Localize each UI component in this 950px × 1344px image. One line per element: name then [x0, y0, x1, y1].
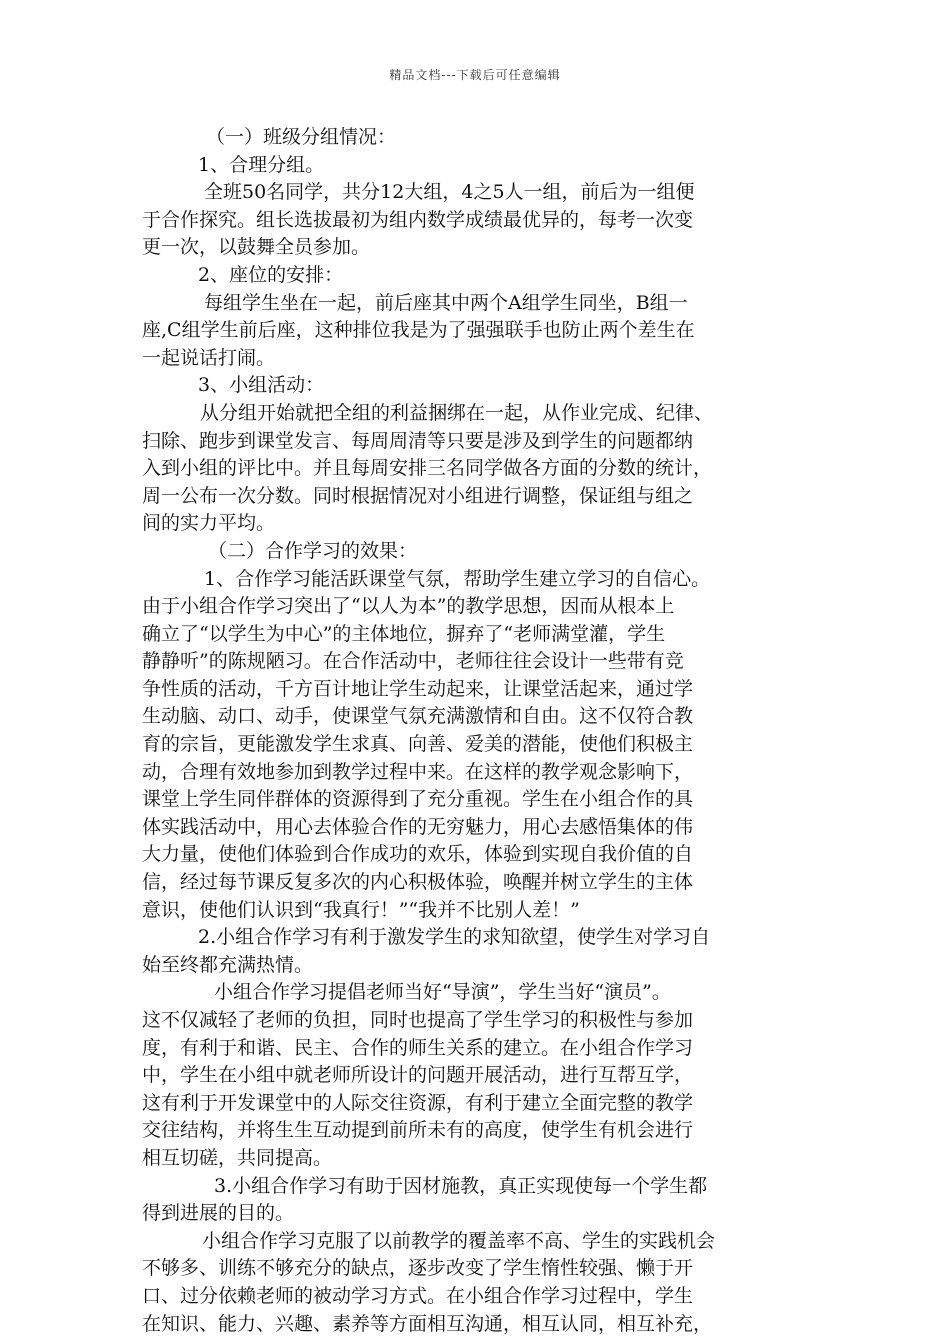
text-line: 小组合作学习克服了以前教学的覆盖率不高、学生的实践机会	[202, 1229, 716, 1252]
text-line: 周一公布一次分数。同时根据情况对小组进行调整，保证组与组之	[142, 484, 694, 507]
text-line: 静静听”的陈规陋习。在合作活动中，老师往往会设计一些带有竞	[142, 650, 684, 673]
text-line: 3.小组合作学习有助于因材施教，真正实现使每一个学生都	[214, 1174, 708, 1197]
text-line: 扫除、跑步到课堂发言、每周周清等只要是涉及到学生的问题都纳	[142, 429, 694, 452]
text-line: 2.小组合作学习有利于激发学生的求知欲望，使学生对学习自	[198, 926, 711, 949]
text-line: （一）班级分组情况：	[206, 126, 397, 148]
text-line: 一起说话打闹。	[142, 346, 276, 369]
text-line: 大力量，使他们体验到合作成功的欢乐，体验到实现自我价值的自	[142, 843, 694, 866]
text-line: 全班50名同学，共分12大组，4之5人一组，前后为一组便	[204, 181, 695, 204]
text-line: 得到进展的目的。	[142, 1202, 295, 1225]
text-line: 每组学生坐在一起，前后座其中两个A组学生同坐，B组一	[204, 291, 688, 314]
text-line: 相互切磋，共同提高。	[142, 1146, 333, 1169]
text-line: 课堂上学生同伴群体的资源得到了充分重视。学生在小组合作的具	[142, 788, 694, 811]
text-line: 中，学生在小组中就老师所设计的问题开展活动，进行互帮互学，	[142, 1064, 694, 1087]
text-line: 这不仅减轻了老师的负担，同时也提高了学生学习的积极性与参加	[142, 1009, 694, 1031]
page-header: 精品文档---下载后可任意编辑	[389, 68, 561, 82]
text-line: 信，经过每节课反复多次的内心积极体验，唤醒并树立学生的主体	[142, 871, 694, 894]
text-line: 交往结构，并将生生互动提到前所未有的高度，使学生有机会进行	[142, 1119, 694, 1142]
text-line: 3、小组活动：	[198, 374, 325, 397]
text-line: 在知识、能力、兴趣、素养等方面相互沟通，相互认同，相互补充，	[142, 1312, 713, 1335]
text-line: （二）合作学习的效果：	[208, 539, 418, 562]
text-line: 不够多、训练不够充分的缺点，逐步改变了学生惰性较强、懒于开	[142, 1257, 694, 1280]
text-line: 生动脑、动口、动手，使课堂气氛充满激情和自由。这不仅符合教	[142, 705, 694, 728]
text-line: 座,C组学生前后座，这种排位我是为了强强联手也防止两个差生在	[142, 319, 695, 342]
text-line: 于合作探究。组长选拔最初为组内数学成绩最优异的，每考一次变	[142, 208, 694, 231]
text-line: 小组合作学习提倡老师当好“导演”，学生当好“演员”。	[214, 981, 671, 1004]
text-line: 入到小组的评比中。并且每周安排三名同学做各方面的分数的统计，	[142, 457, 713, 480]
text-line: 度，有利于和谐、民主、合作的师生关系的建立。在小组合作学习	[142, 1036, 694, 1059]
text-line: 1、合理分组。	[198, 153, 325, 176]
text-line: 由于小组合作学习突出了“以人为本”的教学思想，因而从根本上	[142, 595, 675, 618]
document-body	[142, 124, 814, 1338]
text-line: 确立了“以学生为中心”的主体地位，摒弃了“老师满堂灌，学生	[142, 622, 666, 645]
text-line: 育的宗旨，更能激发学生求真、向善、爱美的潜能，使他们积极主	[142, 733, 694, 756]
text-line: 这有利于开发课堂中的人际交往资源，有利于建立全面完整的教学	[142, 1091, 694, 1114]
text-line: 更一次，以鼓舞全员参加。	[142, 236, 371, 259]
text-line: 2、座位的安排：	[198, 263, 344, 286]
text-line: 始至终都充满热情。	[142, 953, 314, 976]
text-line: 口、过分依赖老师的被动学习方式。在小组合作学习过程中，学生	[142, 1284, 694, 1307]
text-line: 从分组开始就把全组的利益捆绑在一起，从作业完成、纪律、	[200, 401, 714, 424]
text-line: 体实践活动中，用心去体验合作的无穷魅力，用心去感悟集体的伟	[142, 815, 694, 838]
text-line: 动，合理有效地参加到教学过程中来。在这样的教学观念影响下，	[142, 760, 694, 783]
text-line: 1、合作学习能活跃课堂气氛，帮助学生建立学习的自信心。	[204, 567, 711, 590]
text-line: 意识，使他们认识到“我真行！”“我并不比别人差！”	[142, 898, 580, 921]
text-line: 争性质的活动，千方百计地让学生动起来，让课堂活起来，通过学	[142, 677, 694, 700]
text-line: 间的实力平均。	[142, 512, 276, 535]
